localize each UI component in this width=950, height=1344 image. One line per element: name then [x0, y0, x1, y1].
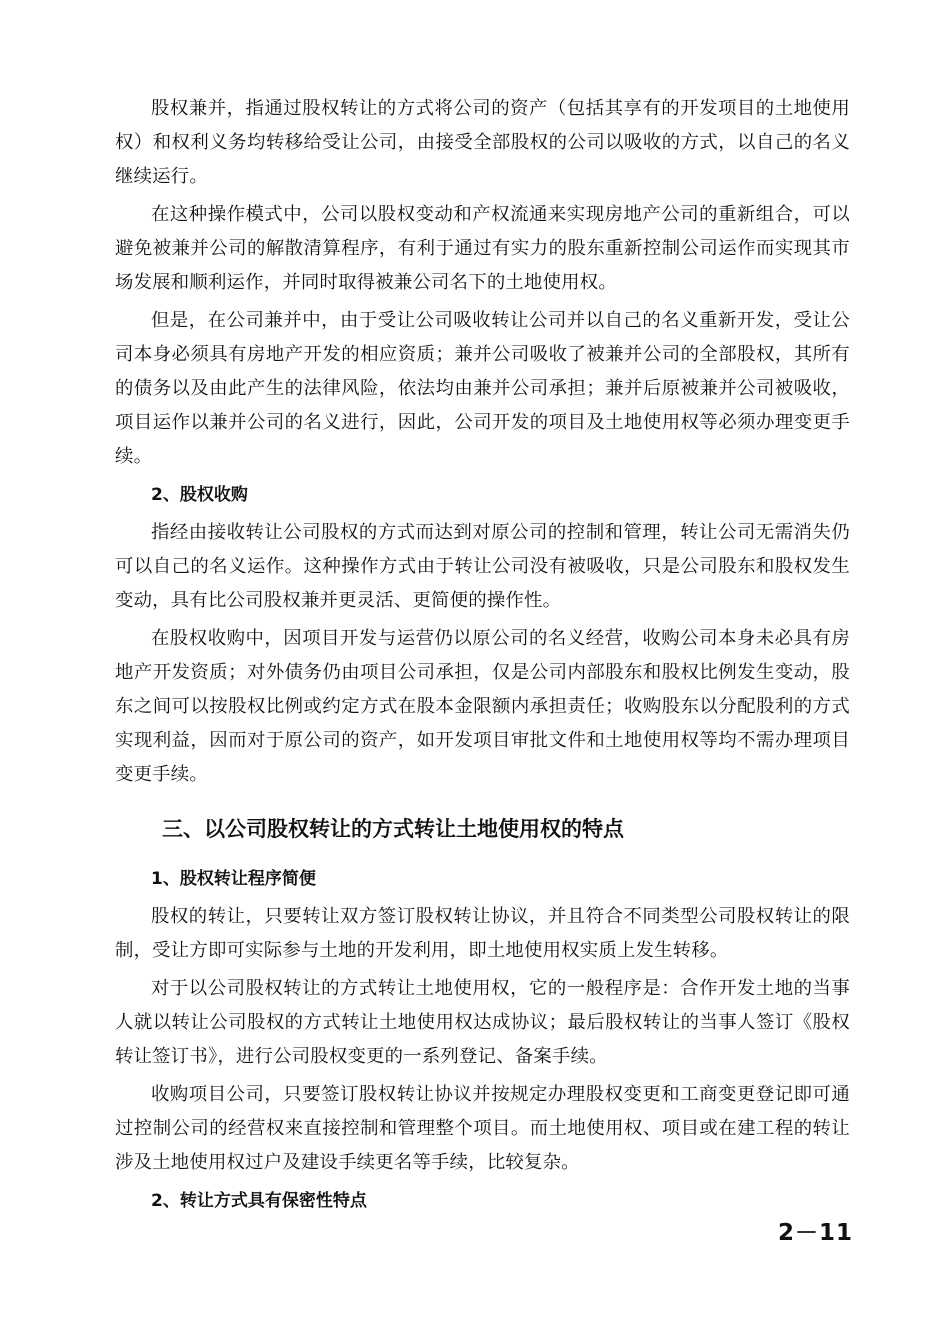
subheading: 2、转让方式具有保密性特点 — [151, 1191, 367, 1211]
paragraph: 股权的转让，只要转让双方签订股权转让协议，并且符合不同类型公司股权转让的限制，受让方即可实际参与土地的开发利用，即土地使用权实质上发生转移。 — [115, 906, 850, 961]
paragraph: 但是，在公司兼并中，由于受让公司吸收转让公司并以自己的名义重新开发，受让公司本身必须具有房地产开发的相应资质；兼并公司吸收了被兼并公司的全部股权，其所有的债务以及由此产生的法律风险，依法均由兼并公司承担；兼并后原被兼并公司被吸收，项目运作以兼并公司的名义进行，因此，公司开发的项目及土地使用权等必须办理变更手续。 — [115, 310, 850, 467]
section-heading: 三、以公司股权转让的方式转让土地使用权的特点 — [162, 817, 624, 841]
paragraph: 指经由接收转让公司股权的方式而达到对原公司的控制和管理，转让公司无需消失仍可以自己的名义运作。这种操作方式由于转让公司没有被吸收，只是公司股东和股权发生变动，具有比公司股权兼并更灵活、更简便的操作性。 — [115, 522, 850, 611]
paragraph: 在股权收购中，因项目开发与运营仍以原公司的名义经营，收购公司本身未必具有房地产开发资质；对外债务仍由项目公司承担，仅是公司内部股东和股权比例发生变动，股东之间可以按股权比例或约定方式在股本金限额内承担责任；收购股东以分配股利的方式实现利益，因而对于原公司的资产，如开发项目审批文件和土地使用权等均不需办理项目变更手续。 — [115, 628, 850, 785]
subheading: 2、股权收购 — [151, 485, 248, 505]
paragraph: 对于以公司股权转让的方式转让土地使用权，它的一般程序是：合作开发土地的当事人就以转让公司股权的方式转让土地使用权达成协议；最后股权转让的当事人签订《股权转让签订书》，进行公司股权变更的一系列登记、备案手续。 — [115, 978, 850, 1067]
paragraph: 股权兼并，指通过股权转让的方式将公司的资产（包括其享有的开发项目的土地使用权）和权利义务均转移给受让公司，由接受全部股权的公司以吸收的方式，以自己的名义继续运行。 — [115, 98, 850, 187]
paragraph: 在这种操作模式中，公司以股权变动和产权流通来实现房地产公司的重新组合，可以避免被兼并公司的解散清算程序，有利于通过有实力的股东重新控制公司运作而实现其市场发展和顺利运作，并同时取得被兼公司名下的土地使用权。 — [115, 204, 850, 293]
page-number: 2－11 — [778, 1220, 854, 1246]
subheading: 1、股权转让程序简便 — [151, 869, 316, 889]
paragraph: 收购项目公司，只要签订股权转让协议并按规定办理股权变更和工商变更登记即可通过控制公司的经营权来直接控制和管理整个项目。而土地使用权、项目或在建工程的转让涉及土地使用权过户及建设手续更名等手续，比较复杂。 — [115, 1084, 850, 1173]
document-page — [115, 92, 850, 1222]
